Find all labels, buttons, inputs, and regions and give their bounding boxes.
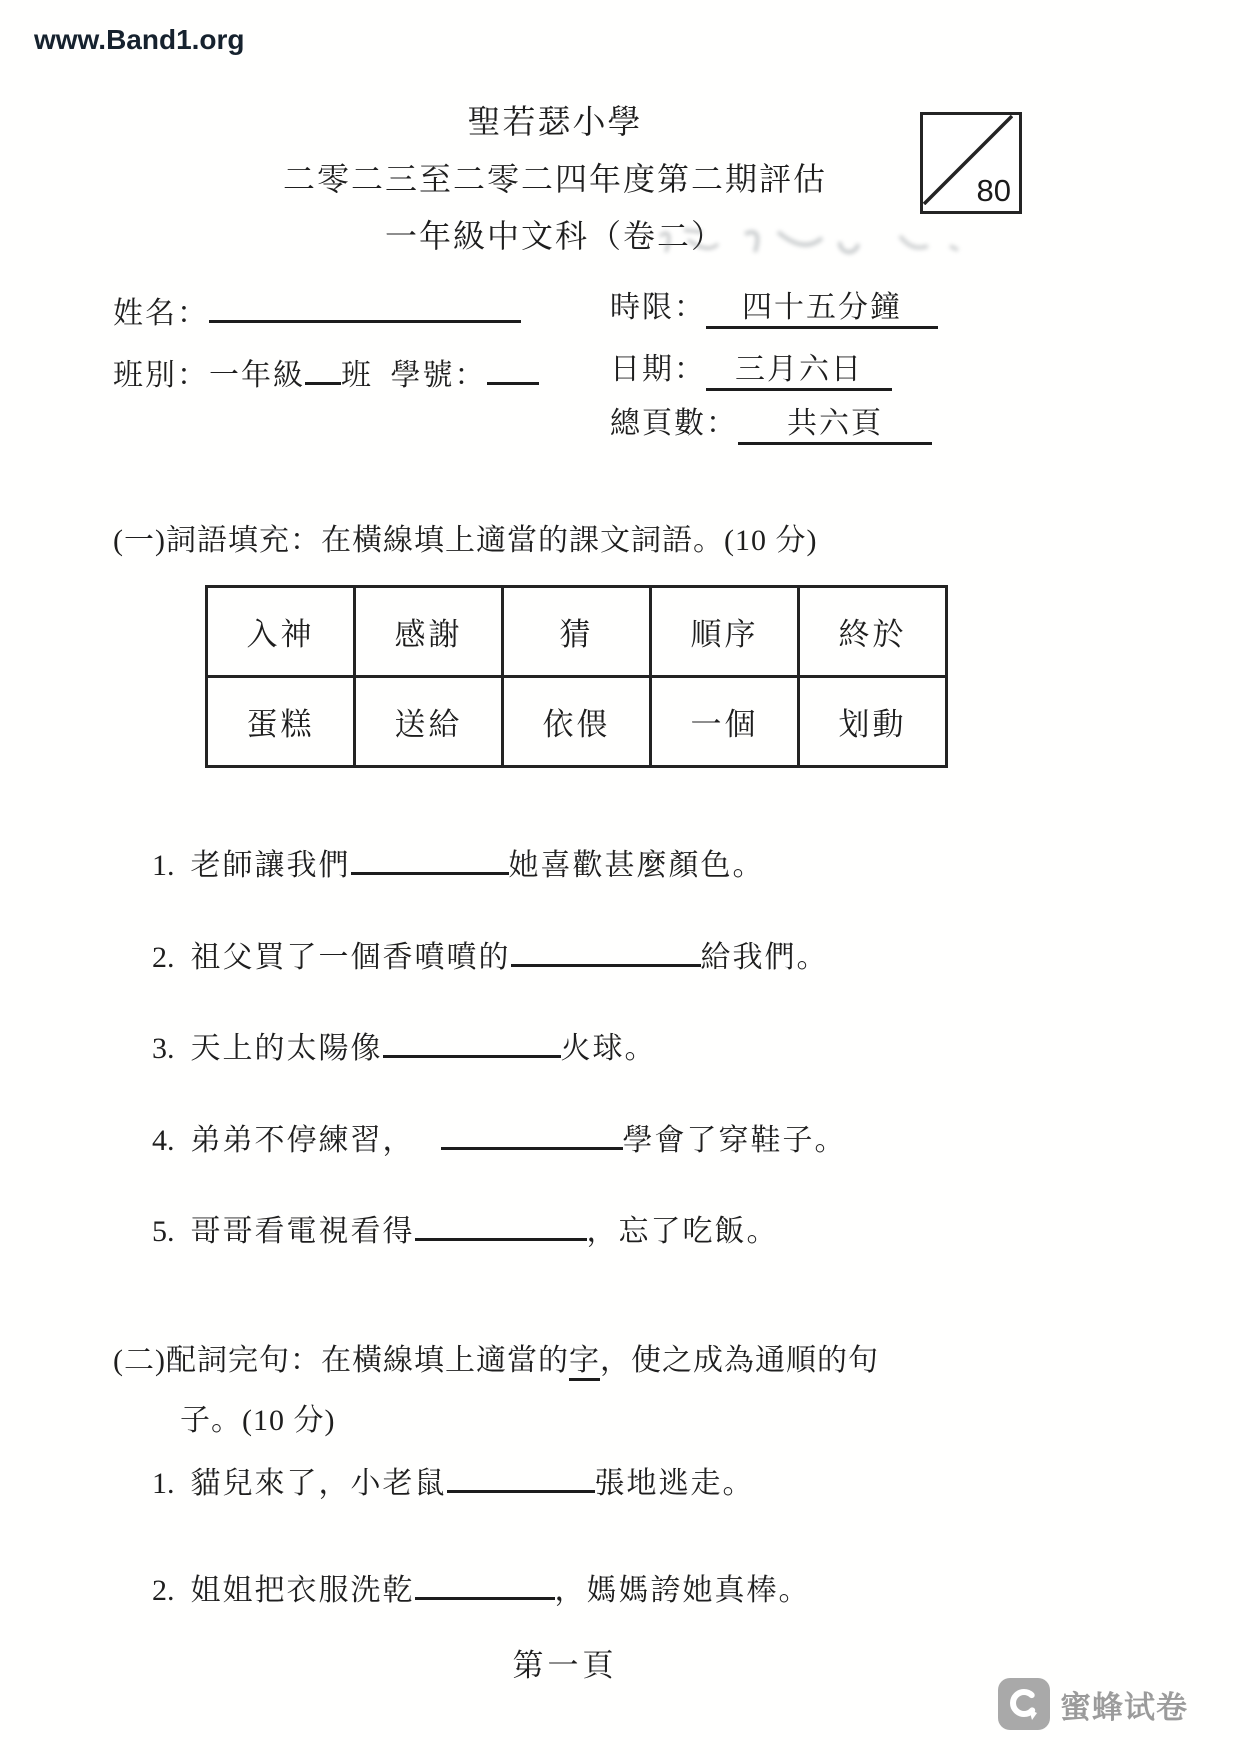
school-name: 聖若瑟小學 [467,105,643,141]
word-bank-cell: 終於 [799,587,947,677]
question-number: 1. [152,849,175,882]
s1-question-5 [152,1206,779,1250]
date-label: 日期： [610,353,706,386]
score-total: 80 [976,173,1011,208]
date-value: 三月六日 [706,353,892,391]
question-text-pre: 弟弟不停練習， [190,1124,415,1157]
answer-blank [383,1025,561,1058]
s2-question-2 [152,1565,811,1609]
class-suffix: 班 [341,359,373,392]
exam-year-line: 二零二三至二零二四年度第二期評估 [282,161,827,197]
class-row [113,350,539,394]
name-row [113,288,521,332]
question-number: 2. [152,941,175,974]
question-number: 2. [152,1574,175,1607]
answer-blank [351,842,509,875]
word-bank-cell: 一個 [651,677,799,767]
answer-blank [415,1208,587,1241]
question-text-pre: 姐姐把衣服洗乾 [190,1574,415,1607]
question-text-post: ，忘了吃飯。 [586,1215,779,1248]
question-number: 4. [152,1124,175,1157]
s1-question-1 [152,840,765,884]
question-text-pre: 哥哥看電視看得 [190,1215,415,1248]
s2-question-1 [152,1458,755,1502]
name-blank [209,290,521,323]
question-text-pre: 天上的太陽像 [190,1032,383,1065]
erased-handwriting-smudge [650,222,1010,266]
pages-label: 總頁數： [610,407,738,440]
question-number: 5. [152,1215,175,1248]
class-label: 班別： [113,359,209,392]
pages-row [610,398,932,445]
word-bank-cell: 順序 [651,587,799,677]
word-bank-cell: 入神 [207,587,355,677]
name-label: 姓名： [113,297,209,330]
answer-blank [511,934,701,967]
section2-heading-line2: 子。(10 分) [180,1404,336,1437]
word-bank-cell: 依偎 [503,677,651,767]
pages-value: 共六頁 [738,407,932,445]
brand-badge [998,1678,1188,1730]
word-bank-cell: 蛋糕 [207,677,355,767]
question-text-post: 給我們。 [700,941,829,974]
bee-paper-logo-icon [998,1678,1050,1730]
section2-heading-post: ，使之成為通順的句 [599,1344,879,1377]
s1-question-4 [152,1115,847,1159]
word-bank-table [205,585,948,768]
word-bank-cell: 送給 [355,677,503,767]
question-text-pre: 貓兒來了，小老鼠 [190,1467,447,1500]
student-no-blank [487,352,539,385]
question-text-post: 火球。 [560,1032,657,1065]
question-text-pre: 老師讓我們 [190,849,351,882]
class-blank [305,352,341,385]
brand-name: 蜜蜂试卷 [1060,1689,1188,1725]
student-no-label: 學號： [390,359,487,392]
question-number: 1. [152,1467,175,1500]
date-row [610,344,892,391]
question-text-post: ，媽媽誇她真棒。 [554,1574,811,1607]
time-value: 四十五分鐘 [706,291,938,329]
word-bank-cell: 感謝 [355,587,503,677]
answer-blank [441,1117,623,1150]
section2-heading-line1 [113,1335,879,1379]
word-bank-cell: 划動 [799,677,947,767]
exam-subject-line: 一年級中文科（卷二） [384,218,725,254]
question-text-post: 她喜歡甚麼顏色。 [508,849,765,882]
question-text-pre: 祖父買了一個香噴噴的 [190,941,511,974]
section1-heading: (一)詞語填充：在橫線填上適當的課文詞語。(10 分) [113,524,818,557]
question-number: 3. [152,1032,175,1065]
score-box [920,112,1022,214]
page-number: 第一頁 [512,1648,618,1683]
word-bank-cell: 猜 [503,587,651,677]
time-row [610,282,938,329]
section2-heading-emphasis: 字 [569,1344,600,1381]
watermark-url: www.Band1.org [34,24,245,55]
question-text-post: 張地逃走。 [594,1467,755,1500]
s1-question-2 [152,932,829,976]
s1-question-3 [152,1023,657,1067]
question-text-post: 學會了穿鞋子。 [622,1124,847,1157]
word-bank-row [207,587,947,677]
class-prefix: 一年級 [209,359,305,392]
time-label: 時限： [610,291,706,324]
answer-blank [415,1567,555,1600]
word-bank-row [207,677,947,767]
section2-heading-pre: (二)配詞完句：在橫線填上適當的 [113,1344,569,1377]
answer-blank [447,1460,595,1493]
